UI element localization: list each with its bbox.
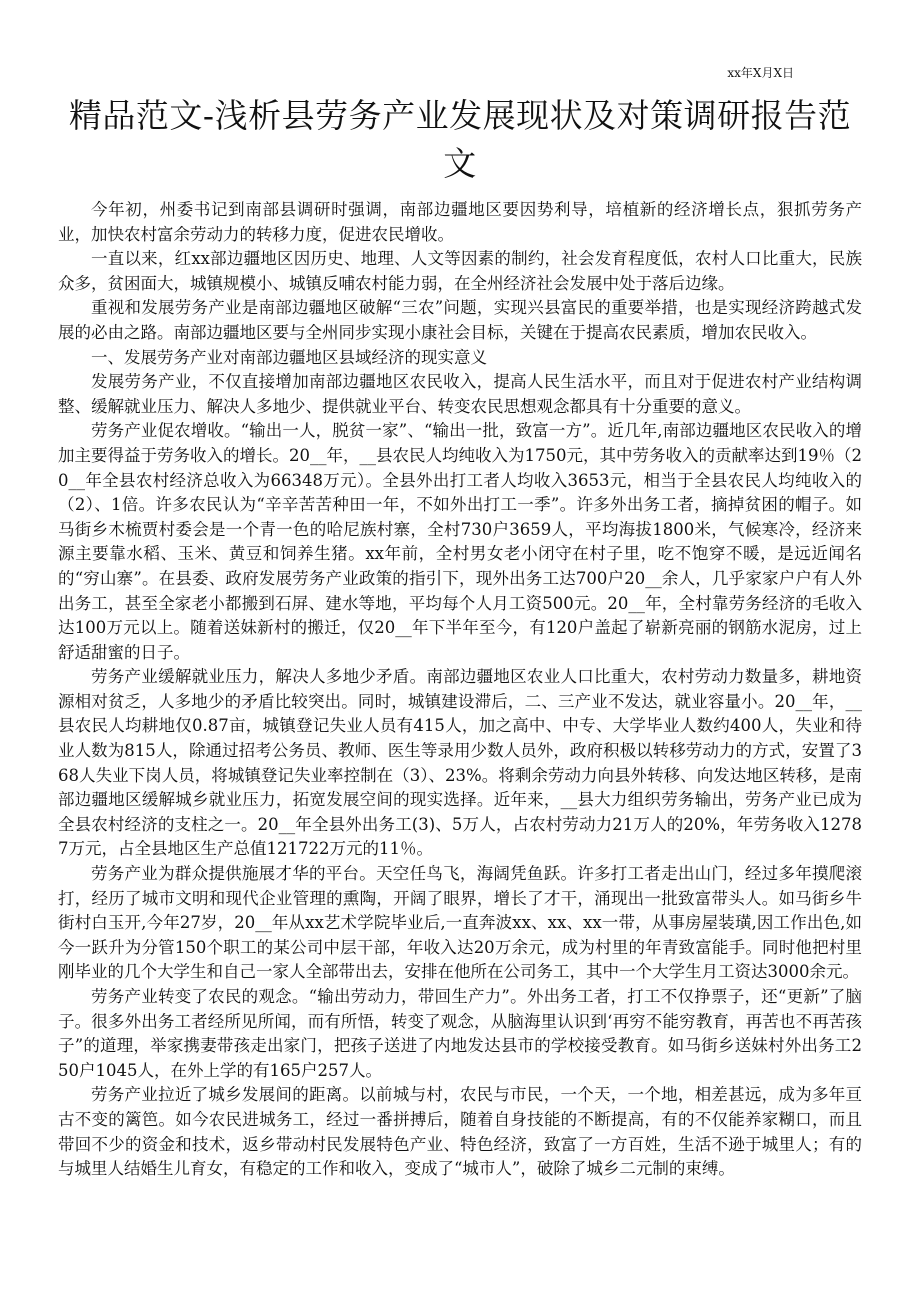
document-date: xx年X月X日	[727, 66, 794, 80]
document-title: 精品范文-浅析县劳务产业发展现状及对策调研报告范文	[68, 96, 852, 183]
paragraph-income: 劳务产业促农增收。“输出一人，脱贫一家”、“输出一批，致富一方”。近几年,南部边疆地区农民收入的增加主要得益于劳务收入的增长。20__年，__县农民人均纯收入为1750元，其中劳务收入的贡献率达到19％（20__年全县农村经济总收入为66348万元）。全县外出打工者人均收入3653元，相当于全县农民人均纯收入的（2）、1倍。许多农民认为“辛辛苦苦种田一年，不如外出打工一季”。许多外出务工者，摘掉贫困的帽子。如马街乡木梳贾村委会是一个青一色的哈尼族村寨，全村730户3659人，平均海拔1800米，气候寒冷，经济来源主要靠水稻、玉米、黄豆和饲养生猪。xx年前，全村男女老小闭守在村子里，吃不饱穿不暖，是远近闻名的“穷山寨”。在县委、政府发展劳务产业政策的指引下，现外出务工达700户20__余人，几乎家家户户有人外出务工，甚至全家老小都搬到石屏、建水等地，平均每个人月工资500元。20__年，全村靠劳务经济的毛收入达100万元以上。随着送妹新村的搬迁，仅20__年下半年至今，有120户盖起了崭新亮丽的钢筋水泥房，过上舒适甜蜜的日子。	[58, 421, 862, 662]
paragraph-mindset: 劳务产业转变了农民的观念。“输出劳动力，带回生产力”。外出务工者，打工不仅挣票子，还“更新”了脑子。很多外出务工者经所见所闻，而有所悟，转变了观念，从脑海里认识到‘再穷不能穷教育，再苦也不再苦孩子”的道理，举家携妻带孩走出家门，把孩子送进了内地发达县市的学校接受教育。如马街乡送妹村外出务工250户1045人，在外上学的有165户257人。	[58, 987, 862, 1080]
paragraph-urban-rural: 劳务产业拉近了城乡发展间的距离。以前城与村，农民与市民，一个天，一个地，相差甚远，成为多年亘古不变的篱笆。如今农民进城务工，经过一番拼搏后，随着自身技能的不断提高，有的不仅能养家糊口，而且带回不少的资金和技术，返乡带动村民发展特色产业、特色经济，致富了一方百姓，生活不逊于城里人；有的与城里人结婚生儿育女，有稳定的工作和收入，变成了“城市人”，破除了城乡二元制的束缚。	[58, 1085, 862, 1179]
paragraph-importance: 重视和发展劳务产业是南部边疆地区破解“三农”问题，实现兴县富民的重要举措，也是实现经济跨越式发展的必由之路。南部边疆地区要与全州同步实现小康社会目标，关键在于提高农民素质，增加农民收入。	[58, 298, 862, 342]
paragraph-platform: 劳务产业为群众提供施展才华的平台。天空任鸟飞，海阔凭鱼跃。许多打工者走出山门，经过多年摸爬滚打，经历了城市文明和现代企业管理的熏陶，开阔了眼界，增长了才干，涌现出一批致富带头人。如马街乡牛街村白玉开,今年27岁，20__年从xx艺术学院毕业后,一直奔波xx、xx、xx一带，从事房屋装璜,因工作出色,如今一跃升为分管150个职工的某公司中层干部，年收入达20万余元，成为村里的年青致富能手。同时他把村里刚毕业的几个大学生和自己一家人全部带出去，安排在他所在公司务工，其中一个大学生月工资达3000余元。	[58, 864, 862, 982]
paragraph-background: 一直以来，红xx部边疆地区因历史、地理、人文等因素的制约，社会发育程度低，农村人口比重大，民族众多，贫困面大，城镇规模小、城镇反哺农村能力弱，在全州经济社会发展中处于落后边缘。	[58, 249, 862, 293]
paragraph-significance: 发展劳务产业，不仅直接增加南部边疆地区农民收入，提高人民生活水平，而且对于促进农村产业结构调整、缓解就业压力、解决人多地少、提供就业平台、转变农民思想观念都具有十分重要的意义。	[58, 372, 862, 416]
paragraph-employment: 劳务产业缓解就业压力，解决人多地少矛盾。南部边疆地区农业人口比重大，农村劳动力数量多，耕地资源相对贫乏，人多地少的矛盾比较突出。同时，城镇建设滞后，二、三产业不发达，就业容量小。20__年，__县农民人均耕地仅0.87亩，城镇登记失业人员有415人，加之高中、中专、大学毕业人数约400人，失业和待业人数为815人，除通过招考公务员、教师、医生等录用少数人员外，政府积极以转移劳动力的方式，安置了368人失业下岗人员，将城镇登记失业率控制在（3）、23%。将剩余劳动力向县外转移、向发达地区转移，是南部边疆地区缓解城乡就业压力，拓宽发展空间的现实选择。近年来，__县大力组织劳务输出，劳务产业已成为全县农村经济的支柱之一。20__年全县外出务工(3)、5万人，占农村劳动力21万人的20%，年劳务收入12787万元，占全县地区生产总值121722万元的11％。	[58, 667, 862, 859]
document-body	[58, 198, 862, 1182]
paragraph-intro: 今年初，州委书记到南部县调研时强调，南部边疆地区要因势利导，培植新的经济增长点，狠抓劳务产业，加快农村富余劳动力的转移力度，促进农民增收。	[58, 200, 862, 244]
section-heading-1: 一、发展劳务产业对南部边疆地区县域经济的现实意义	[91, 347, 487, 367]
